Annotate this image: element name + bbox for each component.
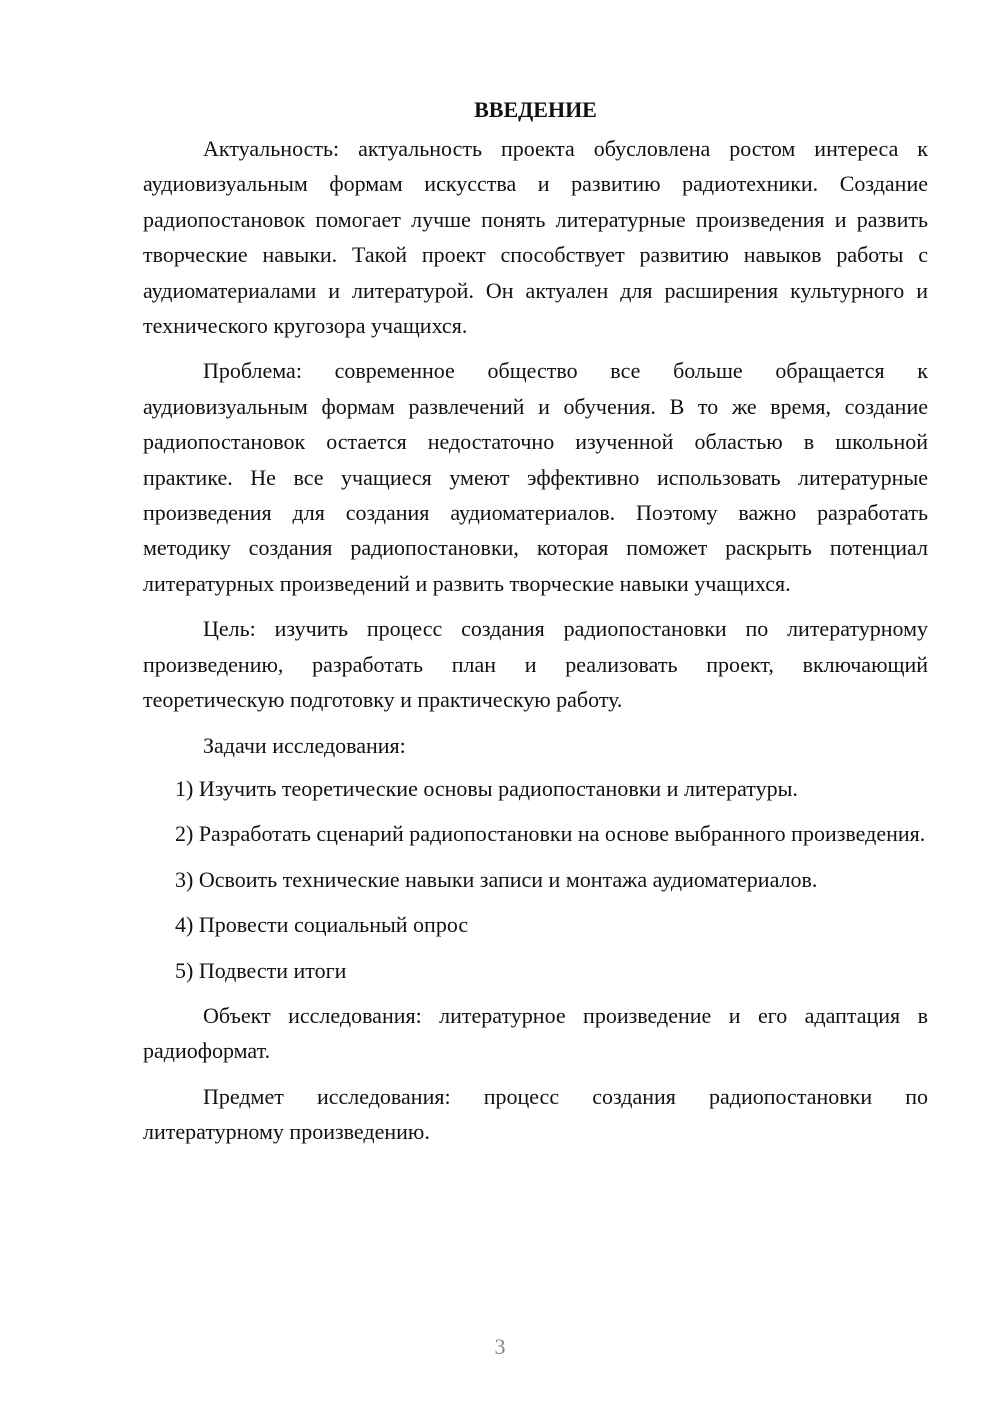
page-number: 3: [494, 1334, 506, 1359]
tasks-heading: Задачи исследования:: [203, 732, 406, 758]
task-item: 3) Освоить технические навыки записи и монтажа аудиоматериалов.: [175, 866, 818, 892]
task-item: 4) Провести социальный опрос: [175, 912, 469, 938]
object-paragraph: Объект исследования: литературное произведение и его адаптация в радиоформат.: [143, 1002, 928, 1064]
task-item: 2) Разработать сценарий радиопостановки на основе выбранного произведения.: [175, 821, 926, 847]
page-content: [143, 92, 928, 1160]
page-title: ВВЕДЕНИЕ: [474, 97, 597, 122]
problem-paragraph: Проблема: современное общество все больше обращается к аудиовизуальным формам развлечений и обучения. В то же время, создание радиопостановок остается недостаточно изученной областью в школьной практике. Не все учащиеся умеют эффективно использовать литературные произведения для создания аудиоматериалов. Поэтому важно разработать методику создания радиопостановки, которая поможет раскрыть потенциал литературных произведений и развить творческие навыки учащихся.: [143, 358, 928, 596]
relevance-paragraph: Актуальность: актуальность проекта обусловлена ростом интереса к аудиовизуальным формам искусства и развитию радиотехники. Создание радиопостановок помогает лучше понять литературные произведения и развить творческие навыки. Такой проект способствует развитию навыков работы с аудиоматериалами и литературой. Он актуален для расширения культурного и технического кругозора учащихся.: [143, 136, 928, 339]
subject-paragraph: Предмет исследования: процесс создания радиопостановки по литературному произведению.: [143, 1083, 928, 1145]
goal-paragraph: Цель: изучить процесс создания радиопостановки по литературному произведению, разработать план и реализовать проект, включающий теоретическую подготовку и практическую работу.: [143, 616, 928, 713]
task-item: 5) Подвести итоги: [175, 957, 347, 983]
task-item: 1) Изучить теоретические основы радиопостановки и литературы.: [175, 775, 798, 801]
